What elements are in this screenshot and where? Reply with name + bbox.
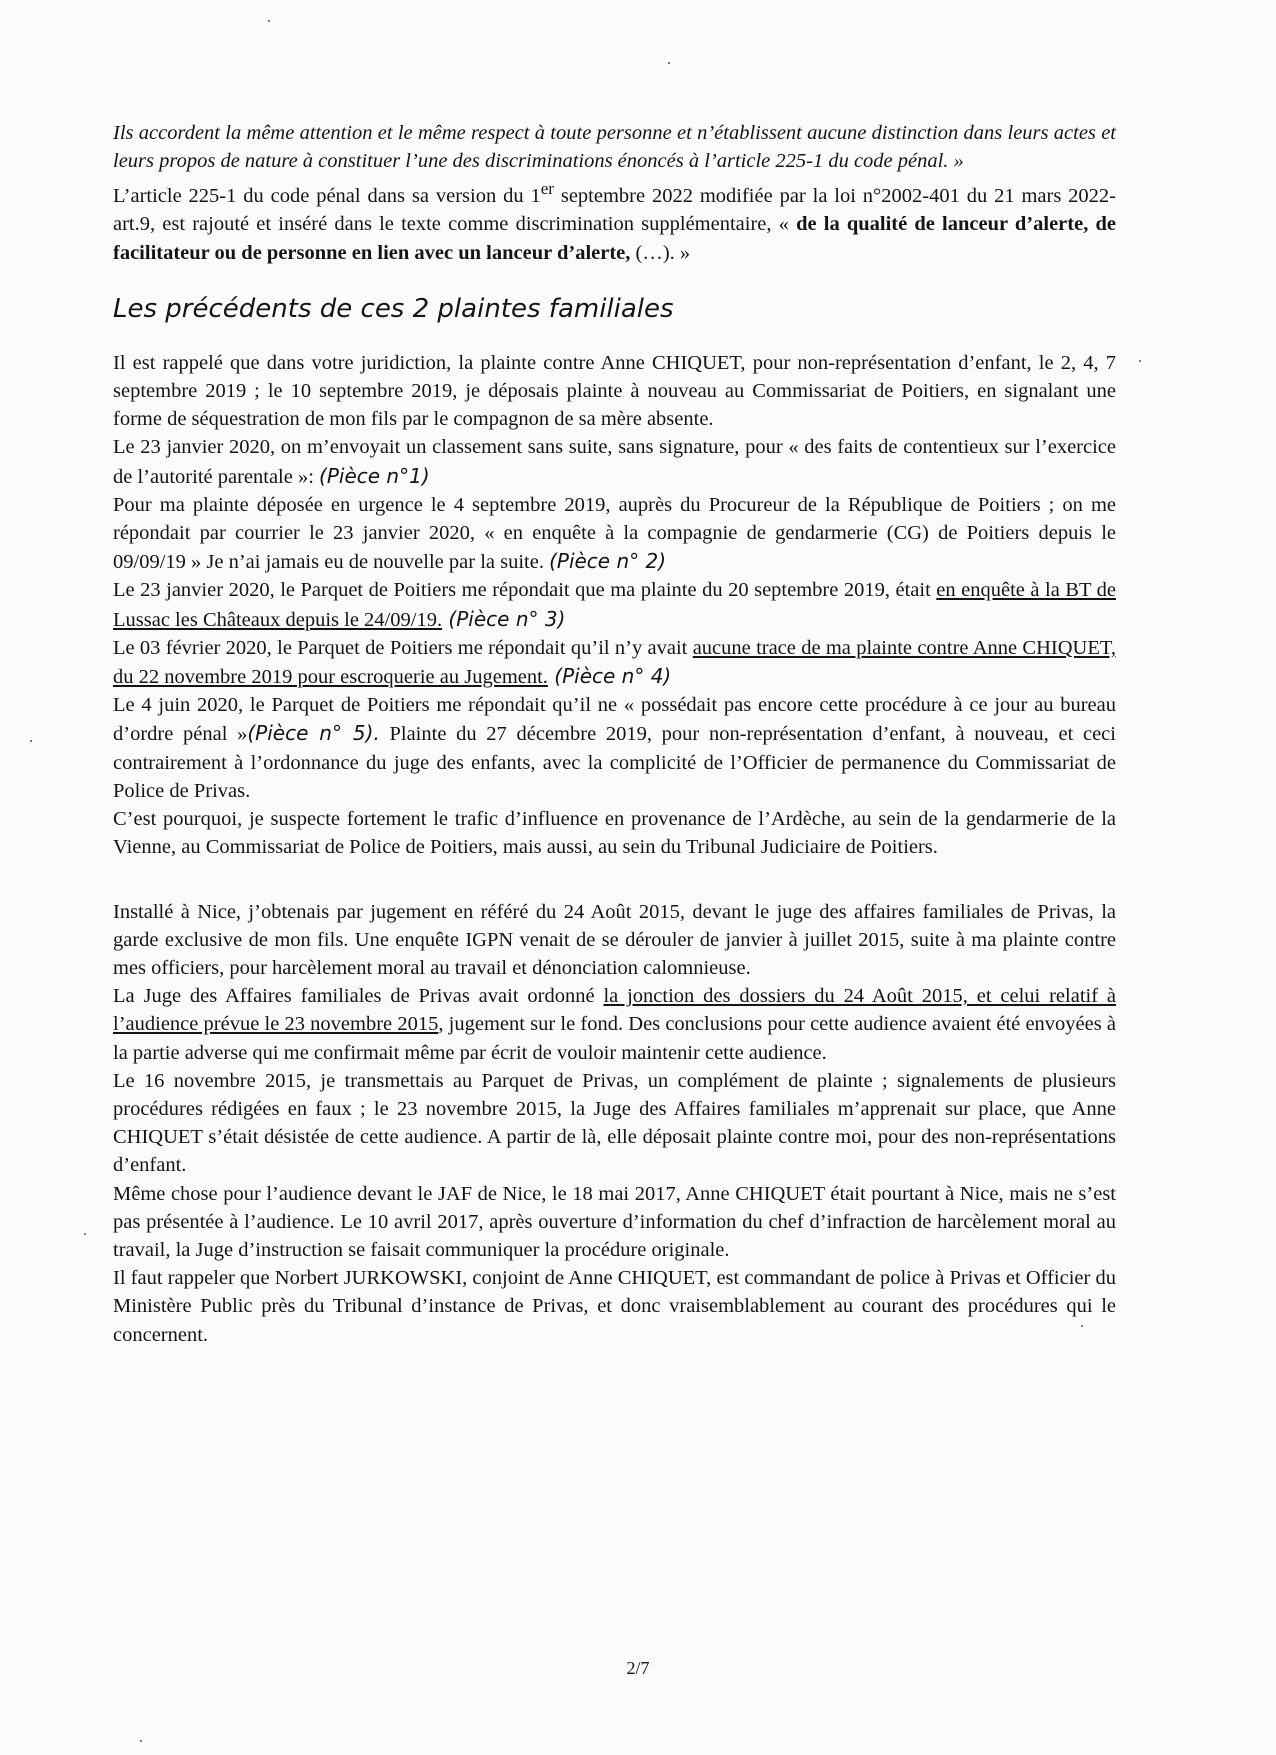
piece-reference: (Pièce n° 2) <box>549 549 667 574</box>
underlined-text: en enquête à la BT de Lussac les Châteaux depuis le 24/09/19. <box>113 579 1116 631</box>
paragraph-11-text: Même chose pour l’audience devant le JAF de Nice, le 18 mai 2017, Anne CHIQUET était pourtant à Nice, mais ne s’est pas présentée à l’audience. Le 10 avril 2017, après ouverture d’information du chef d’infraction de harcèlement moral au travail, la Juge d’instruction se faisait communiquer la procédure originale. <box>113 1182 1116 1261</box>
paragraph-7 <box>113 805 1116 861</box>
article-superscript: er <box>540 179 554 199</box>
paragraph-6-text-a: Le 4 juin 2020, le Parquet de Poitiers me répondait qu’il ne « possédait pas encore cette procédure à ce jour au bureau d’ordre pénal » <box>113 694 1116 746</box>
piece-reference: (Pièce n° 5). <box>247 721 380 746</box>
piece-reference: (Pièce n° 4) <box>547 664 672 689</box>
piece-reference: (Pièce n°1) <box>319 463 430 488</box>
paragraph-1-text: Il est rappelé que dans votre juridiction, la plainte contre Anne CHIQUET, pour non-représentation d’enfant, le 2, 4, 7 septembre 2019 ; le 10 septembre 2019, je déposais plainte à nouveau au Commissariat de Poitiers, en signalant une forme de séquestration de mon fils par le compagnon de sa mère absente. <box>113 351 1116 431</box>
paragraph-9-text-a: La Juge des Affaires familiales de Privas avait ordonné <box>113 985 604 1008</box>
quote-end-text: Ils accordent la même attention et le même respect à toute personne et n’établissent aucune distinction dans leurs actes et leurs propos de nature à constituer l’une des discriminations énoncés à l’article 225-1 du code pénal. » <box>113 122 1116 173</box>
underlined-text: aucune trace de ma plainte contre Anne CHIQUET, du 22 novembre 2019 pour escroquerie au Jugement. <box>113 636 1116 689</box>
paragraph-9 <box>113 982 1116 1067</box>
paragraph-8 <box>113 898 1116 983</box>
article-bold-text: de la qualité de lanceur d’alerte, de facilitateur ou de personne en lien avec un lanceur d’alerte, <box>113 213 1116 264</box>
scan-speck <box>84 1233 86 1235</box>
paragraph-2-text: Le 23 janvier 2020, on m’envoyait un classement sans suite, sans signature, pour « des faits de contentieux sur l’exercice de l’autorité parentale »: <box>113 436 1116 488</box>
quote-end-paragraph <box>113 119 1116 175</box>
paragraph-7-text: C’est pourquoi, je suspecte fortement le trafic d’influence en provenance de l’Ardèche, au sein de la gendarmerie de la Vienne, au Commissariat de Police de Poitiers, mais aussi, au sein du Tribunal Judiciaire de Poitiers. <box>113 808 1116 859</box>
article-text-b: septembre 2022 modifiée par la loi n°2002-401 du 21 mars 2022-art.9, est rajouté et inséré dans le texte comme discrimination supplémentaire, « <box>113 185 1116 236</box>
scan-speck <box>1139 360 1141 362</box>
scan-speck <box>30 740 32 742</box>
underlined-text: la jonction des dossiers du 24 Août 2015, et celui relatif à l’audience prévue le 23 novembre 2015 <box>113 985 1117 1036</box>
article-paragraph <box>113 175 1116 266</box>
paragraph-2 <box>113 433 1116 490</box>
piece-reference: (Pièce n° 3) <box>442 606 566 631</box>
scan-speck <box>268 20 270 22</box>
paragraph-12 <box>113 1264 1116 1349</box>
paragraph-4 <box>113 576 1116 633</box>
paragraph-10 <box>113 1067 1116 1180</box>
paragraph-5 <box>113 634 1116 691</box>
page-number: 2/7 <box>626 1658 650 1678</box>
paragraph-10-text: Le 16 novembre 2015, je transmettais au Parquet de Privas, un complément de plainte ; signalements de plusieurs procédures rédigées en faux ; le 23 novembre 2015, la Juge des Affaires familiales m’apprenait sur place, que Anne CHIQUET s’était désistée de cette audience. A partir de là, elle déposait plainte contre moi, pour des non-représentations d’enfant. <box>113 1069 1116 1177</box>
paragraph-4-text: Le 23 janvier 2020, le Parquet de Poitiers me répondait que ma plainte du 20 septembre 2019, était <box>113 579 937 602</box>
paragraph-9-text-b: , jugement sur le fond. Des conclusions pour cette audience avaient été envoyées à la partie adverse qui me confirmait même par écrit de vouloir maintenir cette audience. <box>113 1013 1117 1064</box>
paragraph-6 <box>113 691 1116 805</box>
paragraph-3 <box>113 491 1116 577</box>
paragraph-5-text: Le 03 février 2020, le Parquet de Poitiers me répondait qu’il n’y avait <box>113 636 693 659</box>
article-text-a: L’article 225-1 du code pénal dans sa version du 1 <box>113 185 541 208</box>
paragraph-11 <box>113 1180 1116 1265</box>
paragraph-1 <box>113 349 1116 434</box>
article-text-end: (…). » <box>630 241 691 264</box>
section-heading: Les précédents de ces 2 plaintes familiales <box>113 293 674 324</box>
paragraph-12-text: Il faut rappeler que Norbert JURKOWSKI, conjoint de Anne CHIQUET, est commandant de police à Privas et Officier du Ministère Public près du Tribunal d’instance de Privas, et donc vraisemblablement au courant des procédures qui le concernent. <box>113 1267 1116 1346</box>
paragraph-8-text: Installé à Nice, j’obtenais par jugement en référé du 24 Août 2015, devant le juge des affaires familiales de Privas, la garde exclusive de mon fils. Une enquête IGPN venait de se dérouler de janvier à juillet 2015, suite à ma plainte contre mes officiers, pour harcèlement moral au travail et dénonciation calomnieuse. <box>113 900 1116 979</box>
scan-speck <box>140 1740 142 1742</box>
scan-speck <box>668 62 670 64</box>
paragraph-3-text: Pour ma plainte déposée en urgence le 4 septembre 2019, auprès du Procureur de la République de Poitiers ; on me répondait par courrier le 23 janvier 2020, « en enquête à la compagnie de gendarmerie (CG) de Poitiers depuis le 09/09/19 » Je n’ai jamais eu de nouvelle par la suite. <box>113 493 1116 574</box>
paragraph-6-text-b: Plainte du 27 décembre 2019, pour non-représentation d’enfant, à nouveau, et ceci contrairement à l’ordonnance du juge des enfants, avec la complicité de l’Officier de permanence du Commissariat de Police de Privas. <box>113 723 1116 802</box>
document-body <box>113 119 1116 1349</box>
